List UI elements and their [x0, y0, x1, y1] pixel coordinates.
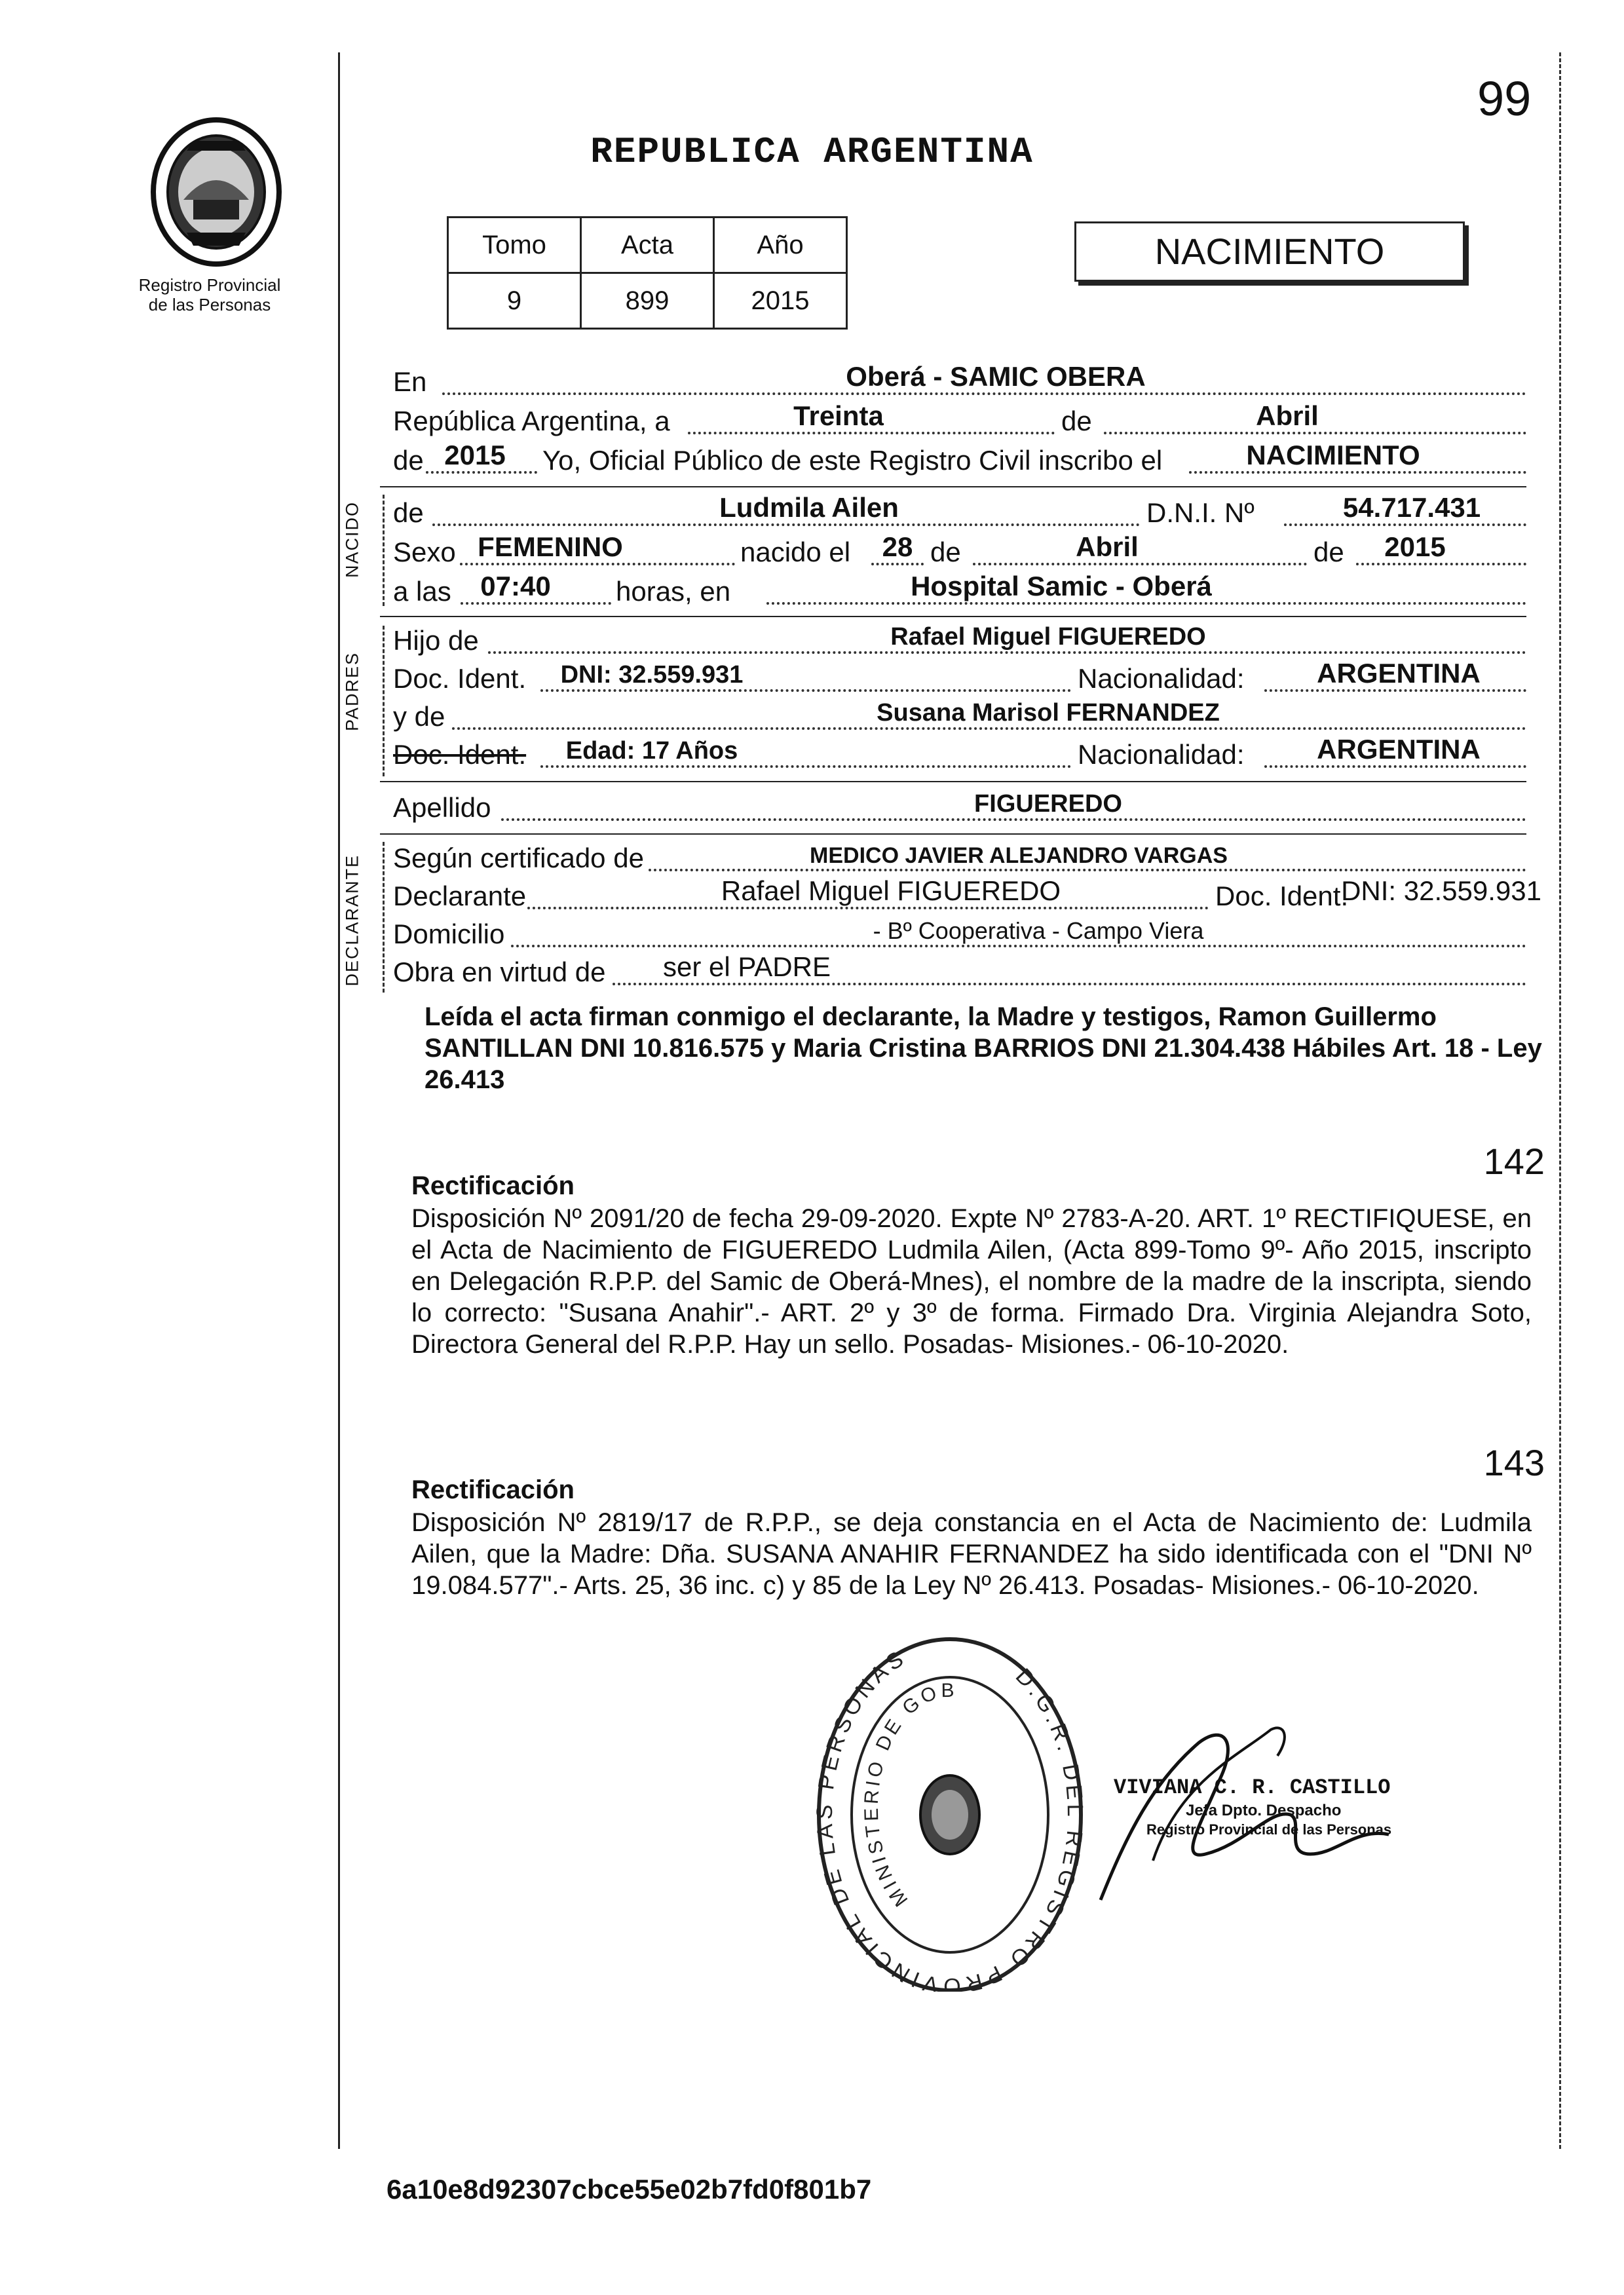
rectificacion-body: Disposición Nº 2091/20 de fecha 29-09-2020. Expte Nº 2783-A-20. ART. 1º RECTIFIQUESE, en el Acta de Nacimiento de FIGUEREDO Ludmila Ailen, (Acta 899-Tomo 9º- Año 2015, inscripto en Delegación R.P.P. del Samic de Oberá-Mnes), el nombre de la madre de la inscripta, siendo lo correcto: "Susana Anahir".- ART. 2º y 3º de forma. Firmado Dra. Virginia Alejandra Soto, Directora General del R.P.P. Hay un sello. Posadas- Misiones.- 06-10-2020.	[411, 1204, 1532, 1359]
declarante-doc-value: DNI: 32.559.931	[1341, 875, 1541, 906]
apellido-value: FIGUEREDO	[974, 790, 1122, 818]
hijo-label: Hijo de	[393, 625, 479, 656]
dia-value: Treinta	[793, 400, 884, 431]
padre-nac-dots	[1264, 689, 1526, 692]
signature-line2: Jefa Dpto. Despacho	[1186, 1802, 1342, 1819]
certificado-label: Según certificado de	[393, 843, 644, 873]
en-label: En	[393, 366, 427, 397]
row-obra	[393, 951, 1526, 993]
apellido-label: Apellido	[393, 792, 491, 823]
nombre-de-label: de	[393, 497, 424, 528]
padre-nac-value: ARGENTINA	[1317, 658, 1481, 689]
acta-value-tomo: 9	[448, 273, 581, 329]
row-en	[393, 361, 1526, 403]
acta-table-header-row	[448, 218, 847, 273]
anio-value: 2015	[444, 440, 506, 470]
row-hora	[393, 573, 1526, 613]
acta-header-anio: Año	[714, 218, 847, 273]
registry-label-line2: de las Personas	[148, 295, 271, 314]
dni-dots	[1284, 523, 1526, 526]
lugar-value: Hospital Samic - Oberá	[911, 571, 1212, 601]
divider-4	[380, 833, 1526, 835]
left-margin-line	[338, 52, 340, 2149]
side-label-declarante: DECLARANTE	[342, 854, 362, 987]
row-madre	[393, 698, 1526, 738]
madre-doc-dots	[540, 765, 1071, 768]
madre-docident-label: Doc. Ident.	[393, 739, 527, 770]
nac-mes-value: Abril	[1076, 531, 1139, 562]
declarante-doc-label: Doc. Ident.	[1215, 881, 1349, 911]
rectificacion-title: Rectificación	[411, 1475, 575, 1504]
madre-nac-value: ARGENTINA	[1317, 734, 1481, 765]
padre-doc-dots	[540, 689, 1071, 692]
registry-label-line1: Registro Provincial	[138, 275, 281, 295]
apellido-dots	[501, 818, 1526, 821]
lugar-dots	[766, 602, 1526, 605]
acta-table-value-row	[448, 273, 847, 329]
nacido-side-line	[383, 495, 385, 606]
nac-anio-value: 2015	[1384, 531, 1446, 562]
dni-value: 54.717.431	[1342, 492, 1481, 523]
obra-label: Obra en virtud de	[393, 957, 606, 987]
sexo-value: FEMENINO	[478, 531, 623, 562]
side-label-padres: PADRES	[342, 651, 362, 732]
republica-label: República Argentina, a	[393, 406, 670, 436]
right-margin-line	[1559, 52, 1561, 2149]
horas-label: horas, en	[616, 576, 731, 607]
row-domicilio	[393, 916, 1526, 955]
anio-de-label: de	[393, 445, 424, 476]
sexo-label: Sexo	[393, 537, 456, 567]
acta-value-anio: 2015	[714, 273, 847, 329]
row-declarante	[393, 875, 1541, 917]
domicilio-value: - Bº Cooperativa - Campo Viera	[873, 917, 1204, 944]
divider-2	[380, 616, 1526, 617]
nac-dia-value: 28	[882, 531, 913, 562]
declarante-value: Rafael Miguel FIGUEREDO	[721, 875, 1061, 906]
padres-side-line	[383, 626, 385, 776]
obra-dots	[613, 983, 1526, 985]
divider-1	[380, 486, 1526, 487]
nombre-dots	[432, 523, 1140, 526]
en-value: Oberá - SAMIC OBERA	[846, 361, 1146, 392]
dia-dots	[688, 432, 1055, 434]
row-apellido	[393, 789, 1526, 829]
nac-dia-dots	[871, 563, 924, 565]
divider-3	[380, 781, 1526, 782]
row-padre-doc	[393, 660, 1526, 700]
rectificacion-number: 143	[1483, 1442, 1545, 1483]
domicilio-label: Domicilio	[393, 919, 505, 949]
country-heading: REPUBLICA ARGENTINA	[590, 131, 1034, 173]
rectificacion-title: Rectificación	[411, 1171, 575, 1200]
dia-de-label: de	[1061, 406, 1092, 436]
row-sexo	[393, 531, 1526, 573]
stamp-inner-text: MINISTERIO DE GOB	[860, 1679, 958, 1911]
row-republica	[393, 400, 1526, 442]
signature	[1074, 1703, 1467, 1913]
hora-value: 07:40	[480, 571, 551, 601]
alas-label: a las	[393, 576, 451, 607]
padre-doc-value: DNI: 32.559.931	[560, 661, 744, 689]
nac-mes-dots	[973, 563, 1307, 565]
acta-value-acta: 899	[581, 273, 714, 329]
signature-line3: Registro Provincial de las Personas	[1146, 1821, 1392, 1838]
nac-mes-de-label: de	[1313, 537, 1344, 567]
madre-dots	[452, 727, 1526, 730]
registry-label	[124, 275, 295, 314]
acta-table	[447, 216, 848, 330]
certificado-value: MEDICO JAVIER ALEJANDRO VARGAS	[810, 843, 1228, 868]
nac-anio-dots	[1356, 563, 1526, 565]
acta-header-tomo: Tomo	[448, 218, 581, 273]
en-dots	[442, 392, 1526, 395]
domicilio-dots	[511, 945, 1526, 947]
obra-value: ser el PADRE	[663, 951, 831, 982]
madre-nac-dots	[1264, 765, 1526, 768]
closing-text: Leída el acta firman conmigo el declarante, la Madre y testigos, Ramon Guillermo SANTILLAN DNI 10.816.575 y Maria Cristina BARRIOS DNI 21.304.438 Hábiles Art. 18 - Ley 26.413	[425, 1002, 1542, 1094]
row-oficial	[393, 442, 1526, 482]
row-hijo	[393, 622, 1526, 662]
declarante-side-line	[383, 842, 385, 993]
hora-dots	[461, 602, 611, 605]
row-certificado	[393, 840, 1526, 879]
madre-value: Susana Marisol FERNANDEZ	[877, 699, 1220, 727]
stamp-outer-text: D.G.R. DEL REGISTRO PROVINCIAL DE LAS PERSONAS	[812, 1644, 1088, 1992]
yde-label: y de	[393, 701, 445, 732]
madre-nacionalidad-label: Nacionalidad:	[1078, 739, 1245, 770]
nombre-value: Ludmila Ailen	[719, 492, 899, 523]
row-madre-doc	[393, 736, 1526, 776]
padre-docident-label: Doc. Ident.	[393, 663, 527, 694]
inscripcion-value: NACIMIENTO	[1246, 440, 1420, 470]
padre-nacionalidad-label: Nacionalidad:	[1078, 663, 1245, 694]
madre-doc-value: Edad: 17 Años	[565, 737, 738, 765]
official-stamp	[809, 1625, 1091, 1992]
sexo-dots	[460, 563, 735, 565]
inscripcion-dots	[1189, 471, 1526, 474]
mes-dots	[1104, 432, 1526, 434]
certificado-dots	[649, 869, 1526, 871]
page-number: 99	[1477, 71, 1532, 126]
rectificacion-number: 142	[1483, 1141, 1545, 1182]
mes-value: Abril	[1256, 400, 1319, 431]
declarante-label: Declarante	[393, 881, 527, 911]
rectificacion-body: Disposición Nº 2819/17 de R.P.P., se deja constancia en el Acta de Nacimiento de: Ludmila Ailen, que la Madre: Dña. SUSANA ANAHIR FERNANDEZ ha sido identificada con el "DNI Nº 19.084.577".- Arts. 25, 36 inc. c) y 85 de la Ley Nº 26.413. Posadas- Misiones.- 06-10-2020.	[411, 1508, 1532, 1600]
declarante-dots	[527, 907, 1209, 909]
document-type-box: NACIMIENTO	[1074, 221, 1465, 282]
row-nombre	[393, 492, 1526, 534]
anio-dots	[426, 471, 537, 474]
signature-line1: VIVIANA C. R. CASTILLO	[1114, 1775, 1391, 1800]
acta-header-acta: Acta	[581, 218, 714, 273]
side-label-nacido: NACIDO	[342, 501, 362, 578]
padre-dots	[488, 651, 1526, 654]
nacido-label: nacido el	[740, 537, 851, 567]
oficial-text: Yo, Oficial Público de este Registro Civil inscribo el	[542, 445, 1163, 476]
dni-label: D.N.I. Nº	[1146, 497, 1255, 528]
padre-value: Rafael Miguel FIGUEREDO	[890, 623, 1206, 651]
nac-dia-de-label: de	[930, 537, 961, 567]
document-hash: 6a10e8d92307cbce55e02b7fd0f801b7	[387, 2174, 872, 2205]
